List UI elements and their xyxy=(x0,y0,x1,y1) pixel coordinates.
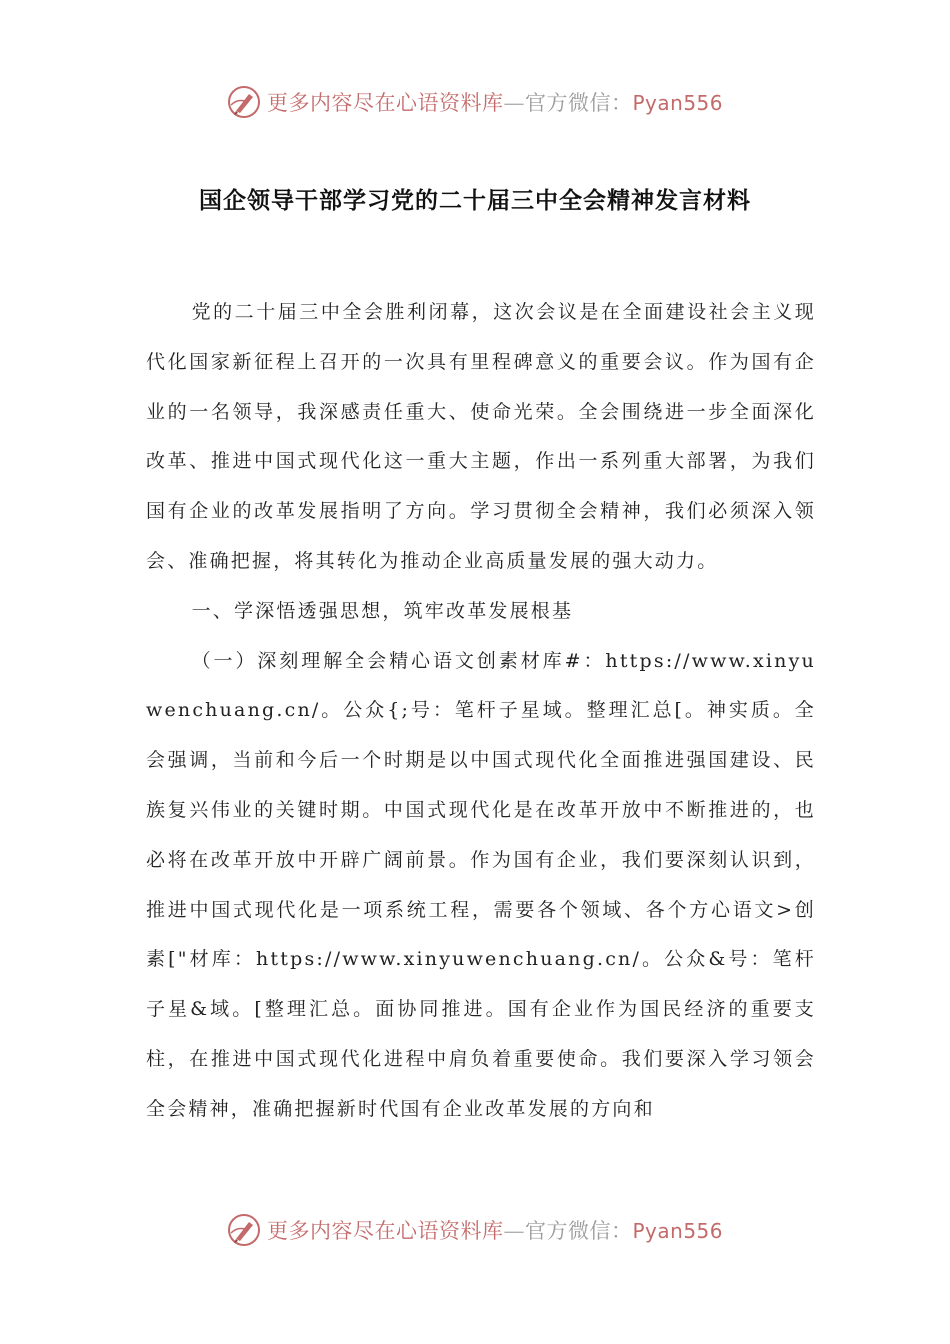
banner-wechat-id: Pyan556 xyxy=(632,91,723,115)
paragraph-intro: 党的二十届三中全会胜利闭幕，这次会议是在全面建设社会主义现代化国家新征程上召开的一次具有里程碑意义的重要会议。作为国有企业的一名领导，我深感责任重大、使命光荣。全会围绕进一步全面深化改革、推进中国式现代化这一重大主题，作出一系列重大部署，为我们国有企业的改革发展指明了方向。学习贯彻全会精神，我们必须深入领会、准确把握，将其转化为推动企业高质量发展的强大动力。 xyxy=(146,301,816,572)
banner-sub-text: 官方微信： xyxy=(524,1219,633,1243)
banner-wechat-id: Pyan556 xyxy=(632,1219,723,1243)
banner-main-text: 更多内容尽在心语资料库 xyxy=(266,1219,504,1243)
banner-dash: — xyxy=(503,1219,525,1243)
banner-text xyxy=(267,1215,723,1245)
document-title: 国企领导干部学习党的二十届三中全会精神发言材料 xyxy=(199,188,751,214)
paragraph-section-1-1: （一）深刻理解全会精心语文创素材库#：https://www.xinyuwenchuang.cn/。公众{;号：笔杆子星域。整理汇总[。神实质。全会强调，当前和今后一个时期是以中国式现代化全面推进强国建设、民族复兴伟业的关键时期。中国式现代化是在改革开放中不断推进的，也必将在改革开放中开辟广阔前景。作为国有企业，我们要深刻认识到，推进中国式现代化是一项系统工程，需要各个领域、各个方心语文>创素["材库：https://www.xinyuwenchuang.cn/。公众&号：笔杆子星&域。[整理汇总。面协同推进。国有企业作为国民经济的重要支柱，在推进中国式现代化进程中肩负着重要使命。我们要深入学习领会全会精神，准确把握新时代国有企业改革发展的方向和 xyxy=(146,649,816,1120)
banner-main-text: 更多内容尽在心语资料库 xyxy=(266,91,504,115)
banner-sub-text: 官方微信： xyxy=(524,91,633,115)
pen-logo-icon xyxy=(227,85,261,119)
footer-banner xyxy=(0,1210,950,1250)
banner-text xyxy=(267,87,723,117)
section-heading-1: 一、学深悟透强思想，筑牢改革发展根基 xyxy=(191,599,574,622)
banner-dash: — xyxy=(503,91,525,115)
pen-logo-icon xyxy=(227,1213,261,1247)
document-body xyxy=(146,288,816,1135)
header-banner xyxy=(0,82,950,122)
